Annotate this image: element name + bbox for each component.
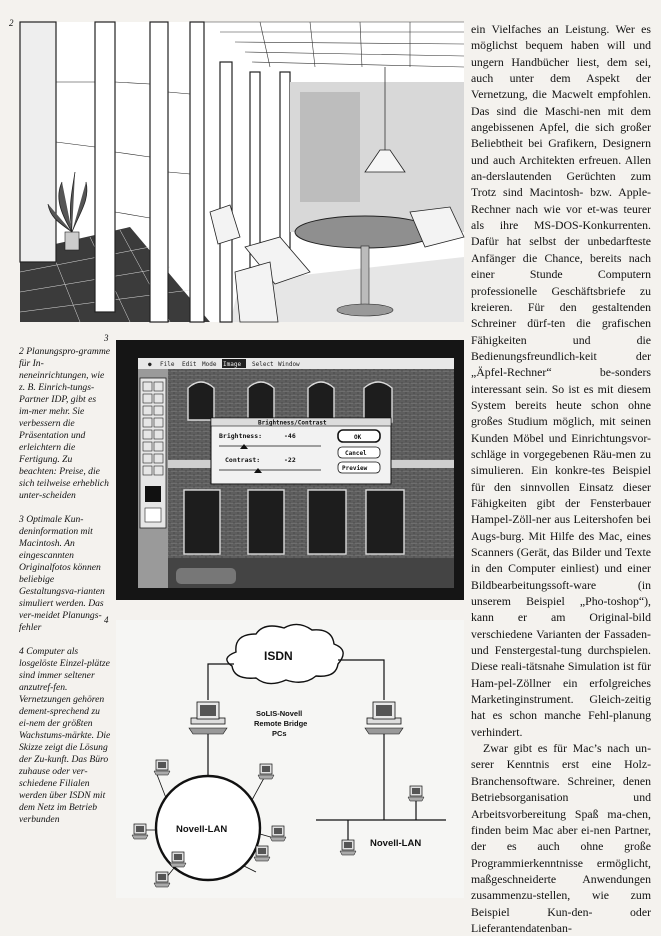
menu-select[interactable]: Select <box>252 361 274 368</box>
ring-workstation-5 <box>154 872 170 887</box>
interior-perspective-illustration <box>20 22 464 322</box>
ring-workstation-7 <box>170 852 186 867</box>
brightness-contrast-dialog <box>211 418 391 484</box>
bridge-label-line-2: Remote Bridge <box>254 719 308 728</box>
menu-window[interactable]: Window <box>278 361 300 368</box>
figure-4-network-diagram <box>116 620 464 898</box>
brightness-label: Brightness: <box>219 432 263 440</box>
body-paragraph-1: ein Vielfaches an Leistung. Wer es möglichst bequem haben will und ungern Handbücher liest, dem sei, auch unter dem Aspekt der Vernetzung, die Macwelt empfohlen. Das sind die Maschi-nen mit dem angebissenen Apfel, die sich großer Beliebtheit bei Grafikern, Designern und auch Architekten erfreuen. Allen an-derslautenden Gerüchten zum Trotz sind Macintosh- bzw. Apple-Rechner nach wie vor et-was teurer als ihre MS-DOS-Konkurrenten. Dafür hat selbst der unbedarfteste Anfänger die Chance, bereits nach einer Stunde Computern professionelle Geschäftsbriefe zu kreieren. Für den gestaltenden Schreiner dürf-ten die grafischen Fähigkeiten und die Bedienungsfreundlich-keit der „Äpfel-Rechner“ be-sonders interessant sein. So ist es mit diesem System bereits heute schon ohne großes Studium möglich, mit seinen Kunden Möbel und Einrichtungsvor-schläge in vorgegebenen Räu-men zu simulieren. Ein konkre-tes Beispiel für den sinnvollen Einsatz dieser Fähigkeiten gibt der Fensterbauer Hampel-Zöll-ner aus Leitershofen bei Augs-burg. Mit Hilfe des Mac, eines Scanners (Gerät, das Bilder und Texte in den Computer einliest) und einer Bildbearbeitungssoft-ware (in unserem Beispiel „Pho-toshop“), kann er am Original-bild verschiedene Varianten der Fassaden- und Fenstergestal-tung durchspielen. Diese reali-tätsnahe Simulation ist für Ham-pel-Zöllner ein erfolgreiches Marketinginstrument. Gleich-zeitig hat es schon manche Fehl-planung verhindert. <box>471 22 651 739</box>
figure-2-interior-drawing <box>20 22 464 322</box>
ring-workstation-4 <box>270 826 286 841</box>
bus-lan-label: Novell-LAN <box>370 838 422 849</box>
network-diagram <box>116 620 464 898</box>
article-body-column <box>471 21 651 936</box>
contrast-label: Contrast: <box>225 456 261 464</box>
ring-workstation-1 <box>154 760 170 775</box>
figure-number-3: 3 <box>104 333 109 343</box>
cancel-button-label: Cancel <box>345 450 367 457</box>
figure-number-2: 2 <box>9 18 14 28</box>
brightness-value[interactable]: -46 <box>284 432 296 440</box>
caption-figure-4: 4 Computer als losgelöste Einzel-plätze sind immer seltener anzutref-fen. Vernetzungen gehören dement-sprechend zu ei-nem der größten Wachstums-märkte. Die Skizze zeigt die Lösung der Zu-kunft. Das Büro zuhause oder ver-schiedene Filialen werden über ISDN mit dem Netz im Betrieb verbunden <box>19 646 111 825</box>
figure-3-macintosh-screenshot <box>116 340 464 600</box>
apple-menu-icon[interactable]: ● <box>148 361 152 368</box>
ring-workstation-6 <box>254 846 270 861</box>
ring-lan-label: Novell-LAN <box>176 824 228 835</box>
menu-file[interactable]: File <box>160 361 175 368</box>
menu-mode[interactable]: Mode <box>202 361 217 368</box>
menu-edit[interactable]: Edit <box>182 361 197 368</box>
contrast-value[interactable]: -22 <box>284 456 296 464</box>
bus-workstation-1 <box>340 840 356 855</box>
remote-bridge-pc-right <box>365 702 403 734</box>
bus-workstation-2 <box>408 786 424 801</box>
caption-figure-3: 3 Optimale Kun-deninformation mit Macintosh. An eingescannten Originalfotos können beliebige Gestaltungsva-rianten simuliert werden. Das ver-meidet Planungs-fehler <box>19 514 105 633</box>
ring-workstation-3 <box>132 824 148 839</box>
figure-captions <box>19 346 111 838</box>
isdn-label: ISDN <box>264 649 293 663</box>
caption-figure-2: 2 Planungspro-gramme für In-neneinrichtungen, wie z. B. Einrich-tungs-Partner IDP, gibt es im-mer mehr. Sie verbessern die Präsentation und erleichtern die Fertigung. Zu beachten: Preise, die sich teilweise erheblich unter-scheiden <box>19 346 111 501</box>
bridge-label-line-1: SoLIS-Novell <box>256 709 303 718</box>
figure-number-4: 4 <box>104 615 109 625</box>
ok-button-label: OK <box>354 434 362 441</box>
preview-button-label: Preview <box>342 465 368 472</box>
bridge-label-line-3: PCs <box>272 729 287 738</box>
menu-image[interactable]: Image <box>223 361 242 368</box>
photoshop-screen-photo <box>116 340 464 600</box>
isdn-cloud <box>227 624 343 683</box>
dialog-title: Brightness/Contrast <box>258 419 327 427</box>
ring-workstation-2 <box>258 764 274 779</box>
body-paragraph-2: Zwar gibt es für Mac’s nach un-serer Kenntnis erst eine Holz-Branchensoftware. Schreiner, denen Betriebsorganisation und Arbeitsvorbereitung Spaß ma-chen, finden beim Mac aber ei-nen Partner, der es auch ohne große Programmierkenntnisse ermöglicht, maßgeschneiderte Anwendungen zusammenzu-stellen, wie zum Beispiel Kun-den- oder Lieferantendatenban- <box>471 741 651 935</box>
remote-bridge-pc-left <box>189 702 227 734</box>
